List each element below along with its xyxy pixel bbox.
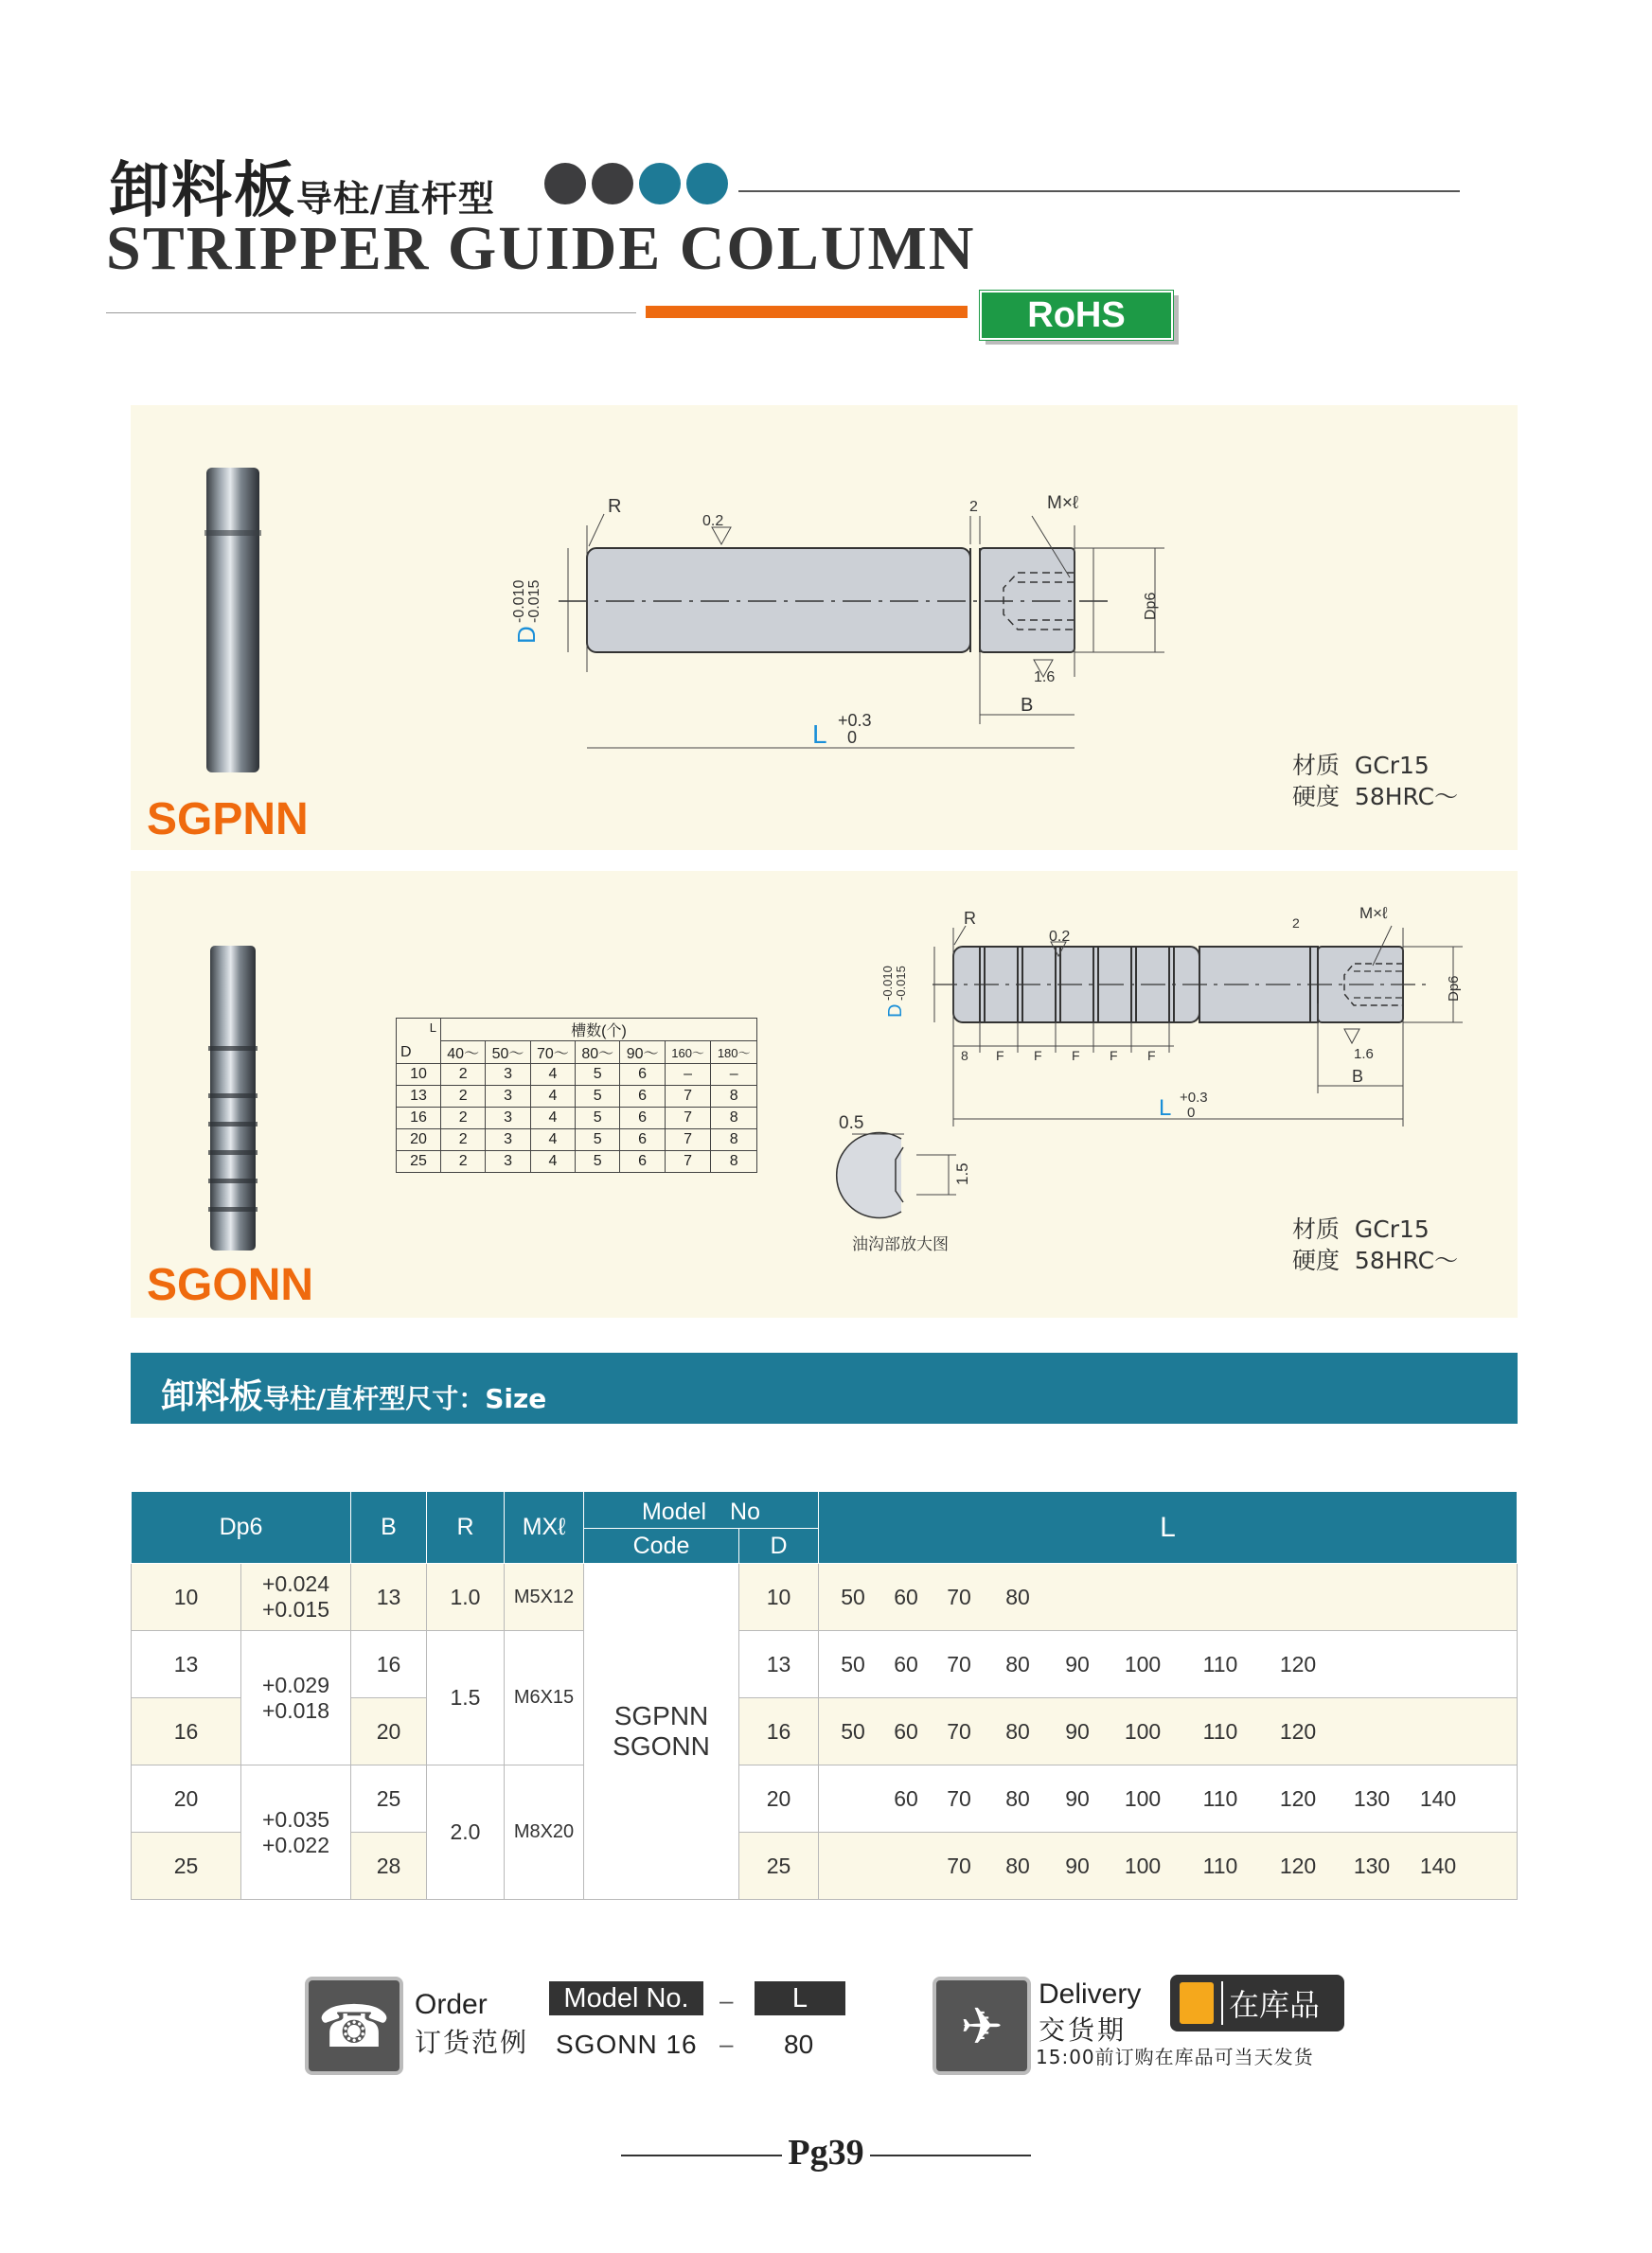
groove-col-header: 90～: [620, 1041, 665, 1064]
groove-cell: 2: [441, 1151, 486, 1173]
groove-cell: 3: [486, 1129, 530, 1151]
l-tol-bot: 0: [1187, 1105, 1196, 1121]
table-row: [132, 1765, 1518, 1833]
model-code: SGONN: [613, 1731, 710, 1761]
d-cell: 16: [739, 1698, 819, 1765]
l-value: 80: [1005, 1651, 1030, 1676]
delivery-note: 15:00前订购在库品可当天发货: [1036, 2046, 1314, 2068]
header-d: D: [739, 1529, 819, 1564]
l-value: 110: [1202, 1853, 1238, 1878]
sgonn-photo: [199, 942, 267, 1254]
tolerance-value: +0.018: [262, 1697, 329, 1723]
b-cell: 28: [351, 1833, 427, 1900]
groove-cell: 4: [530, 1108, 575, 1129]
l-values-cell: [819, 1765, 1518, 1833]
d-label: D: [512, 626, 541, 644]
r-label: R: [964, 909, 976, 928]
groove-cell: 4: [530, 1151, 575, 1173]
order-label-cn: 订货范例: [415, 2027, 529, 2058]
dp-cell: 10: [132, 1564, 241, 1631]
groove-row: [397, 1151, 757, 1173]
l-value: 100: [1124, 1853, 1162, 1878]
groove-cell: 6: [620, 1108, 665, 1129]
tolerance-value: +0.029: [262, 1672, 329, 1697]
size-banner-en: ：Size: [458, 1383, 547, 1414]
thread-label: M×ℓ: [1359, 904, 1388, 922]
l-value: 70: [947, 1651, 971, 1676]
l-value: 90: [1065, 1853, 1090, 1878]
l-value: 70: [947, 1853, 971, 1878]
r-label: R: [608, 496, 622, 517]
telephone-icon: ☎: [305, 1977, 403, 2075]
corner-l-label: L: [429, 1020, 436, 1035]
tolerance-value: +0.022: [262, 1832, 329, 1857]
page-title-en: STRIPPER GUIDE COLUMN: [106, 214, 976, 283]
groove-cell: 8: [711, 1108, 757, 1129]
groove-cell: 3: [486, 1064, 530, 1086]
header-b: B: [351, 1492, 427, 1564]
l-value: 120: [1279, 1785, 1317, 1811]
pitch-f-label: F: [996, 1048, 1004, 1063]
page-number-text: Pg39: [788, 2133, 864, 2173]
mxl-cell: M6X15: [505, 1631, 584, 1765]
groove-cell: 4: [530, 1086, 575, 1108]
d-tol-bot: -0.015: [526, 579, 542, 623]
box-icon: [1180, 1982, 1214, 2024]
l-tol-top: +0.3: [838, 711, 872, 730]
l-values-cell: [819, 1631, 1518, 1698]
mxl-cell: M5X12: [505, 1564, 584, 1631]
groove-cell: 5: [576, 1129, 620, 1151]
sgonn-drawing: [833, 899, 1496, 1259]
groove-cell: 16: [397, 1108, 441, 1129]
l-value: 80: [1005, 1718, 1030, 1744]
groove-cell: 3: [486, 1086, 530, 1108]
sgpnn-model-name: SGPNN: [147, 794, 309, 844]
material-label: 材质: [1292, 752, 1341, 779]
order-label-en: Order: [415, 1989, 488, 2020]
groove-col-header: 70～: [530, 1041, 575, 1064]
airplane-icon: ✈: [933, 1977, 1031, 2075]
groove-row: [397, 1064, 757, 1086]
dot-icon: [592, 163, 633, 204]
groove-cell: 4: [530, 1064, 575, 1086]
model-no-tag: Model No.: [549, 1981, 703, 2015]
l-value: 120: [1279, 1718, 1317, 1744]
b-label: B: [1352, 1067, 1364, 1086]
header-dots: [544, 163, 734, 209]
l-values-cell: [819, 1833, 1518, 1900]
l-value: 100: [1124, 1785, 1162, 1811]
l-value: 90: [1065, 1718, 1090, 1744]
groove-cell: 6: [620, 1151, 665, 1173]
tolerance-cell: [241, 1564, 351, 1631]
dash-1: –: [719, 1986, 734, 2014]
groove-table-title: 槽数(个): [441, 1019, 757, 1041]
tolerance-value: +0.024: [262, 1571, 329, 1596]
table-row: [132, 1631, 1518, 1698]
d-tol-top: -0.010: [511, 579, 527, 623]
header-mxl: MXℓ: [505, 1492, 584, 1564]
l-value: 90: [1065, 1785, 1090, 1811]
hardness-label: 硬度: [1292, 783, 1341, 810]
in-stock-label: 在库品: [1221, 1981, 1320, 2025]
groove-row: [397, 1086, 757, 1108]
rohs-badge: RoHS: [980, 291, 1173, 340]
l-tol-top: +0.3: [1180, 1090, 1208, 1106]
material-label: 材质: [1292, 1215, 1341, 1243]
sgpnn-material-block: [1292, 750, 1458, 812]
l-value: 80: [1005, 1584, 1030, 1609]
flatness-label: 0.2: [1049, 929, 1071, 945]
groove-cell: 7: [665, 1129, 711, 1151]
header-l: L: [819, 1492, 1518, 1564]
l-value: 130: [1353, 1853, 1391, 1878]
hardness-value: 58HRC～: [1354, 1247, 1459, 1274]
groove-cell: 5: [576, 1086, 620, 1108]
orange-accent-bar: [646, 306, 968, 318]
tolerance-cell: [241, 1765, 351, 1900]
header-dp6: Dp6: [132, 1492, 351, 1564]
groove-cell: 6: [620, 1129, 665, 1151]
b-cell: 16: [351, 1631, 427, 1698]
code-cell: [584, 1564, 739, 1900]
b-label: B: [1021, 695, 1034, 716]
l-value: 60: [894, 1651, 918, 1676]
header-code: Code: [584, 1529, 739, 1564]
detail-width-label: 1.5: [953, 1162, 971, 1185]
groove-cell: 2: [441, 1108, 486, 1129]
tolerance-value: +0.035: [262, 1806, 329, 1832]
pitch-8-label: 8: [961, 1048, 968, 1063]
d-tol-top: -0.010: [880, 966, 895, 1001]
d-cell: 20: [739, 1765, 819, 1833]
groove-cell: 2: [441, 1129, 486, 1151]
pitch-f-label: F: [1147, 1048, 1156, 1063]
d-label: D: [885, 1003, 906, 1018]
l-value: 60: [894, 1785, 918, 1811]
example-l: 80: [784, 2030, 814, 2059]
sgpnn-drawing: [502, 488, 1202, 762]
groove-cell: 6: [620, 1064, 665, 1086]
d-tol-bot: -0.015: [894, 966, 908, 1001]
flatness-label: 0.2: [702, 513, 724, 529]
l-value: 70: [947, 1718, 971, 1744]
groove-cell: 4: [530, 1129, 575, 1151]
l-value: 120: [1279, 1853, 1317, 1878]
l-value: 50: [841, 1584, 865, 1609]
detail-caption: 油沟部放大图: [852, 1235, 949, 1254]
sgonn-material-block: [1292, 1214, 1458, 1276]
size-banner-cn-main: 卸料板: [161, 1377, 264, 1416]
dot-icon: [544, 163, 586, 204]
sgpnn-photo: [199, 464, 267, 776]
groove-col-header: 160～: [665, 1041, 711, 1064]
l-value: 110: [1202, 1785, 1238, 1811]
groove-cell: 8: [711, 1086, 757, 1108]
l-label: L: [1159, 1095, 1172, 1121]
page-number: [615, 2132, 1037, 2173]
spec-table: [131, 1491, 1518, 1900]
groove-cell: 8: [711, 1151, 757, 1173]
groove-cell: 5: [576, 1064, 620, 1086]
l-value: 130: [1353, 1785, 1391, 1811]
b-cell: 25: [351, 1765, 427, 1833]
l-value: 50: [841, 1651, 865, 1676]
l-tol-bot: 0: [847, 728, 858, 747]
dp-cell: 16: [132, 1698, 241, 1765]
table-row: [132, 1564, 1518, 1631]
delivery-label-block: [1039, 1977, 1141, 2049]
title-cn-sub: 导柱/直杆型: [296, 178, 495, 220]
title-cn-main: 卸料板: [109, 156, 296, 226]
l-value: 110: [1202, 1718, 1238, 1744]
dp-cell: 13: [132, 1631, 241, 1698]
groove-cell: 7: [665, 1086, 711, 1108]
l-value: 80: [1005, 1785, 1030, 1811]
header-model-no: Model No: [584, 1492, 819, 1529]
sgonn-model-name: SGONN: [147, 1260, 314, 1310]
dot-icon: [639, 163, 681, 204]
groove-cell: 7: [665, 1108, 711, 1129]
groove-cell: 20: [397, 1129, 441, 1151]
dot-icon: [686, 163, 728, 204]
groove-cell: 2: [441, 1064, 486, 1086]
tolerance-value: +0.015: [262, 1597, 329, 1622]
groove-cell: –: [665, 1064, 711, 1086]
l-value: 60: [894, 1584, 918, 1609]
l-label: L: [812, 719, 827, 749]
groove-col-header: 50～: [486, 1041, 530, 1064]
l-values-cell: [819, 1564, 1518, 1631]
b-cell: 20: [351, 1698, 427, 1765]
delivery-label-cn: 交货期: [1039, 2014, 1128, 2046]
groove-label: 2: [1292, 915, 1300, 931]
l-values-cell: [819, 1698, 1518, 1765]
groove-cell: 10: [397, 1064, 441, 1086]
d-cell: 25: [739, 1833, 819, 1900]
delivery-label-en: Delivery: [1039, 1978, 1142, 2010]
thread-label: M×ℓ: [1047, 493, 1079, 513]
groove-cell: 7: [665, 1151, 711, 1173]
groove-cell: 6: [620, 1086, 665, 1108]
groove-col-header: 80～: [576, 1041, 620, 1064]
order-label-block: [415, 1986, 528, 2062]
groove-col-header: 180～: [711, 1041, 757, 1064]
r-cell: 1.5: [427, 1631, 505, 1765]
roughness-label: 1.6: [1354, 1046, 1374, 1062]
dash-2: –: [719, 2030, 734, 2058]
detail-depth-label: 0.5: [839, 1113, 864, 1133]
dp6-label: Dp6: [1446, 975, 1462, 1002]
groove-cell: 13: [397, 1086, 441, 1108]
material-value: GCr15: [1354, 752, 1430, 779]
dp-cell: 20: [132, 1765, 241, 1833]
l-value: 50: [841, 1718, 865, 1744]
groove-cell: 5: [576, 1151, 620, 1173]
l-value: 70: [947, 1584, 971, 1609]
l-value: 70: [947, 1785, 971, 1811]
size-banner-cn-sub: 导柱/直杆型尺寸: [263, 1383, 459, 1414]
l-tag: L: [755, 1981, 845, 2015]
groove-cell: –: [711, 1064, 757, 1086]
l-value: 110: [1202, 1651, 1238, 1676]
groove-cell: 3: [486, 1151, 530, 1173]
groove-row: [397, 1129, 757, 1151]
pitch-f-label: F: [1034, 1048, 1042, 1063]
example-model: SGONN 16: [556, 2030, 698, 2059]
size-banner: [131, 1353, 1518, 1424]
l-value: 90: [1065, 1651, 1090, 1676]
l-value: 120: [1279, 1651, 1317, 1676]
corner-d-label: D: [400, 1044, 412, 1060]
groove-row: [397, 1108, 757, 1129]
dp-cell: 25: [132, 1833, 241, 1900]
model-code: SGPNN: [613, 1701, 709, 1730]
l-value: 80: [1005, 1853, 1030, 1878]
l-value: 60: [894, 1718, 918, 1744]
groove-cell: 2: [441, 1086, 486, 1108]
d-cell: 13: [739, 1631, 819, 1698]
tolerance-cell: [241, 1631, 351, 1765]
header-rule-top: [738, 190, 1460, 192]
dp6-label: Dp6: [1143, 592, 1159, 620]
roughness-label: 1.6: [1034, 669, 1056, 685]
groove-col-header: 40～: [441, 1041, 486, 1064]
l-value: 140: [1419, 1785, 1457, 1811]
hardness-value: 58HRC～: [1354, 783, 1459, 810]
header-rule-bottom: [106, 312, 636, 313]
hardness-label: 硬度: [1292, 1247, 1341, 1274]
groove-cell: 8: [711, 1129, 757, 1151]
mxl-cell: M8X20: [505, 1765, 584, 1900]
l-value: 100: [1124, 1651, 1162, 1676]
l-value: 100: [1124, 1718, 1162, 1744]
l-value: 140: [1419, 1853, 1457, 1878]
groove-label: 2: [969, 499, 978, 515]
d-cell: 10: [739, 1564, 819, 1631]
in-stock-badge: [1170, 1975, 1344, 2031]
material-value: GCr15: [1354, 1215, 1430, 1243]
size-banner-title: [161, 1370, 546, 1418]
groove-count-table: [396, 1018, 757, 1173]
header-r: R: [427, 1492, 505, 1564]
r-cell: 2.0: [427, 1765, 505, 1900]
d-l-corner: [397, 1019, 441, 1064]
pitch-f-label: F: [1072, 1048, 1080, 1063]
groove-cell: 5: [576, 1108, 620, 1129]
groove-cell: 25: [397, 1151, 441, 1173]
groove-cell: 3: [486, 1108, 530, 1129]
r-cell: 1.0: [427, 1564, 505, 1631]
b-cell: 13: [351, 1564, 427, 1631]
pitch-f-label: F: [1110, 1048, 1118, 1063]
